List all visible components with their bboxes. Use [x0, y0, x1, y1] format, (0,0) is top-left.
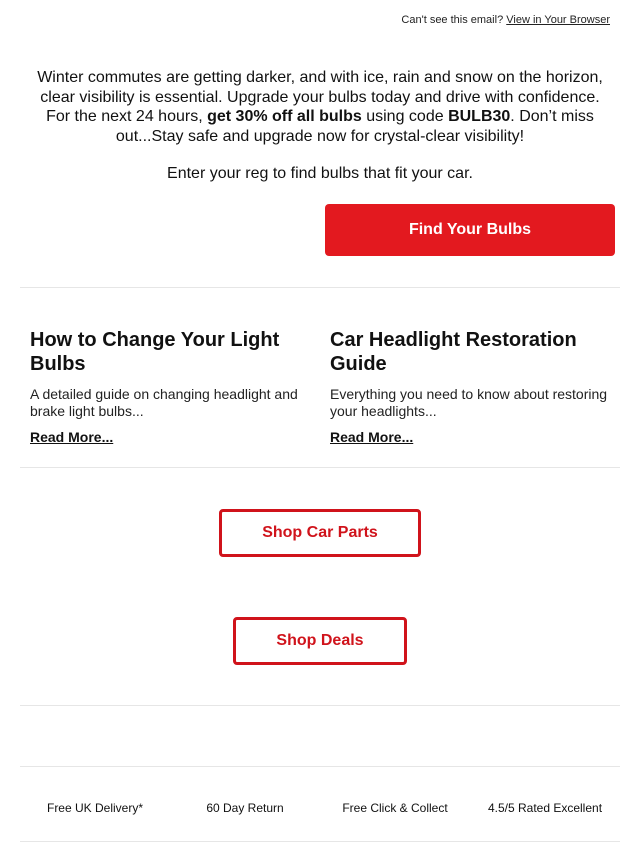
usp-rating: 4.5/5 Rated Excellent: [487, 801, 603, 815]
intro-paragraph: [36, 68, 604, 146]
intro-text-1: Winter commutes are getting darker, and with ice, rain and snow on the horizon, clear visibility is essential. Upgrade your bulbs today and drive with confidence. For the next 24 hours,: [37, 69, 603, 125]
divider: [20, 287, 620, 288]
intro-offer: get 30% off all bulbs: [207, 108, 362, 125]
shop-deals-button[interactable]: Shop Deals: [233, 617, 407, 665]
guide-title: How to Change Your Light Bulbs: [30, 329, 280, 375]
divider: [20, 766, 620, 767]
reg-prompt: Enter your reg to find bulbs that fit your car.: [167, 165, 473, 182]
view-in-browser-link[interactable]: View in Your Browser: [506, 14, 610, 26]
guide-description: Everything you need to know about restoring your headlights...: [330, 386, 608, 419]
guide-title: Car Headlight Restoration Guide: [330, 329, 577, 375]
intro-text-3: . Don’t miss out...Stay safe and upgrade now for crystal-clear visibility!: [115, 108, 594, 145]
usp-click-collect: Free Click & Collect: [342, 801, 448, 815]
intro-text-2: using code: [361, 108, 449, 125]
guide-card-headlight-restoration: [330, 328, 610, 447]
read-more-link[interactable]: Read More...: [30, 429, 114, 445]
find-your-bulbs-button[interactable]: Find Your Bulbs: [325, 204, 615, 256]
usp-60-day-return: 60 Day Return: [206, 801, 284, 815]
divider: [20, 841, 620, 842]
browser-view-bar: [401, 14, 610, 26]
shop-car-parts-button[interactable]: Shop Car Parts: [219, 509, 421, 557]
guide-card-change-bulbs: [30, 328, 310, 447]
guide-description: A detailed guide on changing headlight and brake light bulbs...: [30, 386, 298, 419]
cant-see-email-text: Can't see this email?: [401, 14, 504, 26]
divider: [20, 705, 620, 706]
usp-free-delivery: Free UK Delivery*: [46, 801, 144, 815]
promo-code: BULB30: [448, 108, 511, 125]
read-more-link[interactable]: Read More...: [330, 429, 414, 445]
divider: [20, 467, 620, 468]
